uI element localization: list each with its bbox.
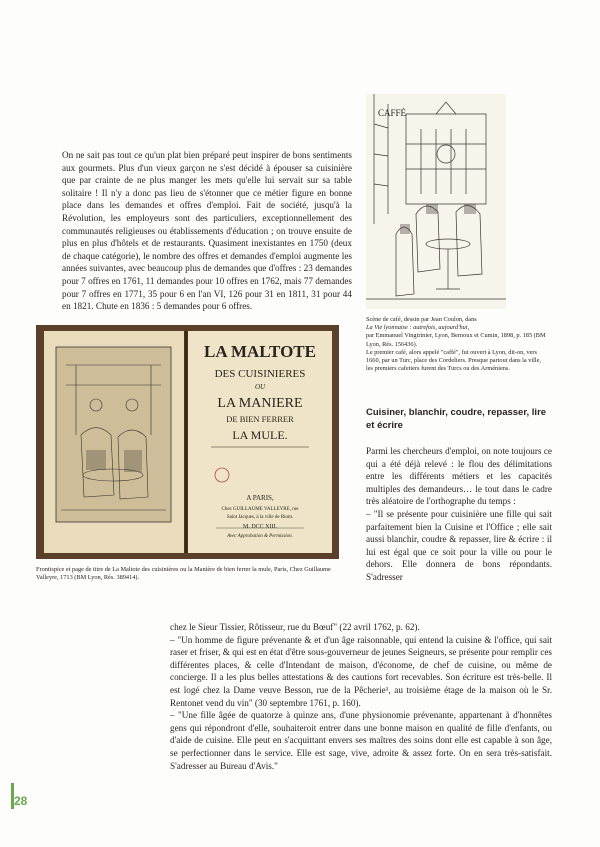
book-imprint-2: Chez GUILLAUME VALLEYRE, rue [221,507,299,512]
cafe-sign: CAFFÉ [378,108,407,118]
book-title-6: LA MULE. [232,428,288,442]
right-column-text [366,445,552,584]
book-photo [36,325,339,559]
quote-1-end: chez le Sieur Tissier, Rôtisseur, rue du Bœuf" (22 avril 1762, p. 62). [170,622,420,632]
section-title: Cuisiner, blanchir, coudre, repasser, lire et écrire [366,407,547,431]
book-imprint-5: Avec Approbation & Permission. [227,534,293,539]
intro-paragraph: On ne sait pas tout ce qu'un plat bien préparé peut inspirer de bons sentiments aux gourmets. Plus d'un vieux garçon ne s'est décidé à épouser sa cuisinière que par crainte de ne plus manger les mets qu'elle lui servait sur sa table solitaire ! Il n'y a donc pas lieu de s'étonner que ce métier figure en bonne place dans les demandes et offres d'emploi. Fait de société, jusqu'à la Révolution, les employeurs sont des particuliers, exceptionnellement des communautés religieuses ou établissements d'éducation ; on trouve ensuite de plus en plus d'hôtels et de restaurants. Quasiment inexistantes en 1750 (deux de chaque catégorie), le nombre des offres et demandes d'emploi augmente les années suivantes, avec beaucoup plus de demandes que d'offres : 23 demandes pour 7 offres en 1761, 11 demandes pour 10 offres en 1762, mais 77 demandes pour 7 offres en 1771, 35 pour 6 en l'an VI, 126 pour 31 en 1811, 31 pour 44 en 1821. Chute en 1836 : 5 demandes pour 6 offres. [62,150,352,312]
book-title-3: OU [254,383,266,391]
quote-1-start: – "Il se présente pour cuisinière une fille qui sait parfaitement bien la Cuisine et l'Office ; elle sait aussi blanchir, coudre & repasser, lire & écrire : il lui est égal que ce soit pour la ville ou pour le dehors. Elle donnera de bons répondants. S'adresser [366,508,552,582]
book-imprint-4: M. DCC XIII. [243,524,277,530]
page-number: 28 [14,794,28,808]
cafe-caption-line-1: Scène de café, dessin par Jean Coulon, dans [366,316,477,323]
cafe-caption-line-4: Le premier café, alors appelé "caffé", fut ouvert à Lyon, dit-on, vers 1660, par un Turc, place des Cordeliers. Presque partout dans la ville, les premiers cafetiers furent des Turcs ou des Arméniens. [366,348,542,373]
quote-3: – "Une fille âgée de quatorze à quinze ans, d'une physionomie prévenante, appartenant à d'honnêtes gens qui répondront d'elle, souhaiteroit entrer dans une bonne maison en qualité de fille d'enfants, ou d'aide de cuisine. Elle peut en s'acquittant envers ses maîtres des soins dont elle est capable à son âge, se perfectionner dans le service. Elle est sage, vive, adroite & assez forte. On en sera très-satisfait. S'adresser au Bureau d'Avis." [170,710,552,771]
cafe-caption-line-3: par Emmanuel Vingtrinier, Lyon, Bernoux et Cumin, 1898, p. 185 (BM Lyon, Rés. 156436). [366,332,546,348]
quote-2: – "Un homme de figure prévenante & et d'un âge raisonnable, qui entend la cuisine & l'office, qui sait raser et friser, & qui est en état d'être sous-gouverneur de jeunes Seigneurs, se présente pour remplir ces différentes places, & celle d'Intendant de maison, d'économe, de chef de cuisine, ou même de concierge. Il a les plus belles attestations & des cautions fort recevables. Son écriture est très-belle. Il est logé chez la Dame veuve Besson, rue de la Pêcherie¹, au troisième étage de la maison où le Sr. Rentonet vend du vin" (30 septembre 1761, p. 160). [170,634,552,708]
book-caption: Frontispice et page de titre de La Maltote des cuisinières ou la Manière de bien ferrer la mule, Paris, Chez Guillaume Valleyre, 1713 (BM Lyon, Rés. 389414). [36,566,331,582]
cafe-caption-line-2: La Vie lyonnaise : autrefois, aujourd'hui, [366,324,470,332]
cafe-illustration [366,94,506,309]
book-imprint-3: Saint Jacques, à la ville de Riom. [226,515,294,520]
cafe-caption [366,316,546,373]
book-title-5: DE BIEN FERRER [226,414,294,424]
book-title-4: LA MANIERE [217,396,303,411]
book-title-1: LA MALTOTE [204,342,316,361]
book-imprint-1: A PARIS, [246,494,274,502]
book-title-2: DES CUISINIERES [214,368,306,380]
bottom-column-text [170,621,552,772]
right-paragraph: Parmi les chercheurs d'emploi, on note toujours ce qui a été déjà relevé : le flou des délimitations entre les différents métiers et les capacités multiples des demandeurs… le tout dans le cadre très aléatoire de l'orthographe du temps : [366,446,552,507]
